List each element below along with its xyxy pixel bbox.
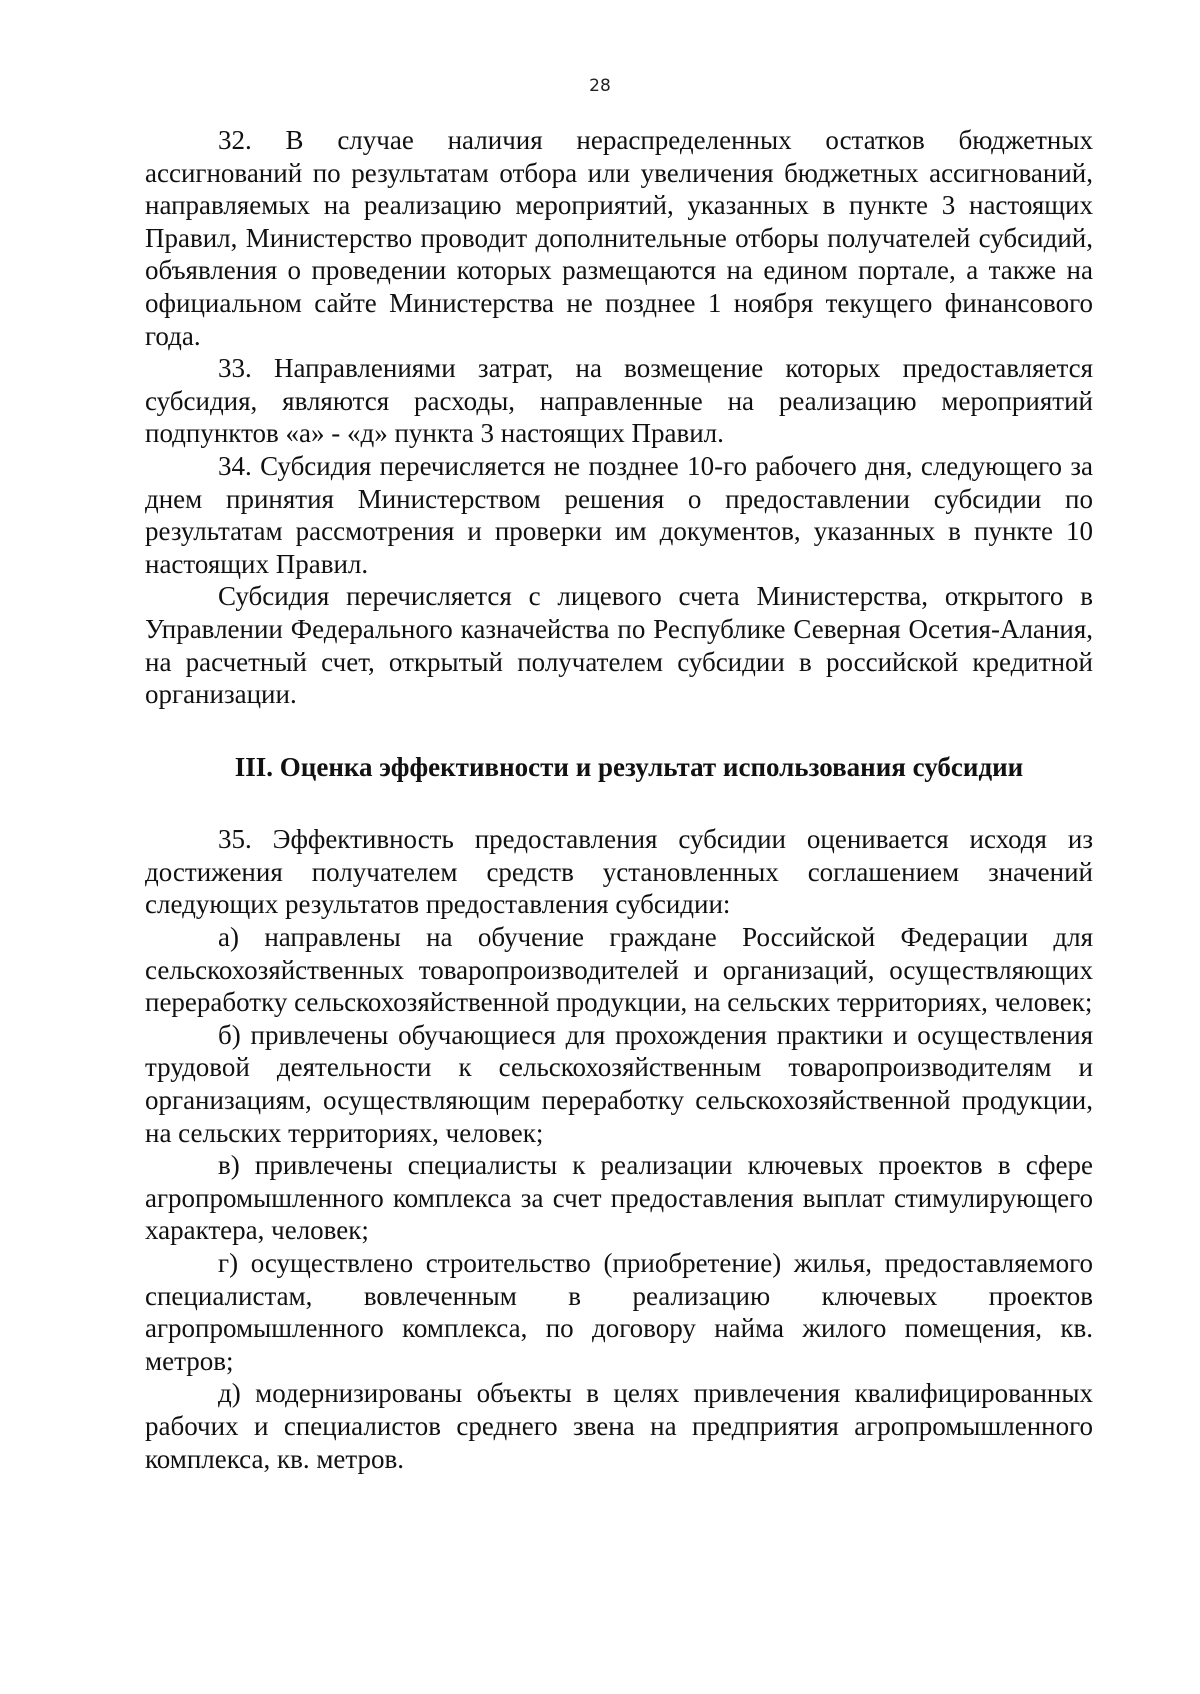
paragraph-34: 34. Субсидия перечисляется не позднее 10-го рабочего дня, следующего за днем принятия Министерством решения о предоставлении субсидии по результатам рассмотрения и проверки им документов, указанных в пункте 10 настоящих Правил. — [145, 450, 1093, 579]
paragraph-33: 33. Направлениями затрат, на возмещение которых предоставляется субсидия, являются расходы, направленные на реализацию мероприятий подпунктов «а» - «д» пункта 3 настоящих Правил. — [145, 353, 1093, 449]
paragraph-32: 32. В случае наличия нераспределенных остатков бюджетных ассигнований по результатам отбора или увеличения бюджетных ассигнований, направляемых на реализацию мероприятий, указанных в пункте 3 настоящих Правил, Министерство проводит дополнительные отборы получателей субсидий, объявления о проведении которых размещаются на едином портале, а также на официальном сайте Министерства не позднее 1 ноября текущего финансового года. — [145, 125, 1093, 351]
list-item-a: а) направлены на обучение граждане Российской Федерации для сельскохозяйственных товаропроизводителей и организаций, осуществляющих переработку сельскохозяйственной продукции, на сельских территориях, человек; — [145, 922, 1093, 1018]
paragraph-35: 35. Эффективность предоставления субсидии оценивается исходя из достижения получателем средств установленных соглашением значений следующих результатов предоставления субсидии: — [145, 824, 1093, 920]
section-heading: III. Оценка эффективности и результат использования субсидии — [234, 751, 1024, 782]
list-item-b: б) привлечены обучающиеся для прохождения практики и осуществления трудовой деятельности к сельскохозяйственным товаропроизводителям и организациям, осуществляющим переработку сельскохозяйственной продукции, на сельских территориях, человек; — [145, 1019, 1093, 1148]
page-number: 28 — [589, 76, 611, 96]
document-body — [145, 124, 1093, 1475]
list-item-v: в) привлечены специалисты к реализации ключевых проектов в сфере агропромышленного комплекса за счет предоставления выплат стимулирующего характера, человек; — [145, 1150, 1093, 1246]
paragraph-34-continued: Субсидия перечисляется с лицевого счета Министерства, открытого в Управлении Федерального казначейства по Республике Северная Осетия-Алания, на расчетный счет, открытый получателем субсидии в российской кредитной организации. — [145, 581, 1093, 710]
list-item-d: д) модернизированы объекты в целях привлечения квалифицированных рабочих и специалистов среднего звена на предприятия агропромышленного комплекса, кв. метров. — [145, 1378, 1093, 1474]
list-item-g: г) осуществлено строительство (приобретение) жилья, предоставляемого специалистам, вовлеченным в реализацию ключевых проектов агропромышленного комплекса, по договору найма жилого помещения, кв. метров; — [145, 1248, 1093, 1376]
